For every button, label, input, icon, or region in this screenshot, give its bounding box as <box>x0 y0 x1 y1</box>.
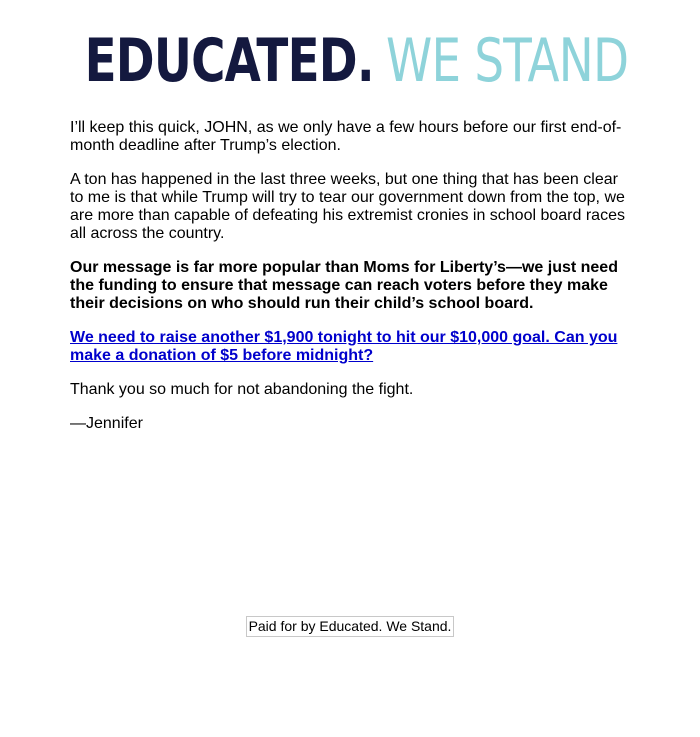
logo-text-educated: EDUCATED. <box>84 26 375 96</box>
footer <box>0 616 700 637</box>
email-body <box>70 119 630 449</box>
message-paragraph: Our message is far more popular than Moms for Liberty’s—we just need the funding to ensure that message can reach voters before they make their decisions on who should run their child’s school board. <box>70 259 618 312</box>
donation-paragraph <box>70 329 630 365</box>
donation-link[interactable]: We need to raise another $1,900 tonight to hit our $10,000 goal. Can you make a donation of $5 before midnight? <box>70 329 618 364</box>
paid-for-disclaimer: Paid for by Educated. We Stand. <box>246 616 455 637</box>
logo <box>0 28 700 94</box>
intro-paragraph: I’ll keep this quick, JOHN, as we only have a few hours before our first end-of-month deadline after Trump’s election. <box>70 119 622 154</box>
logo-text-we-stand: WE STAND <box>386 26 629 96</box>
signature: —Jennifer <box>70 415 143 432</box>
closing-paragraph: Thank you so much for not abandoning the fight. <box>70 381 414 398</box>
context-paragraph: A ton has happened in the last three weeks, but one thing that has been clear to me is that while Trump will try to tear our government down from the top, we are more than capable of defeating his extremist cronies in school board races all across the country. <box>70 171 625 242</box>
